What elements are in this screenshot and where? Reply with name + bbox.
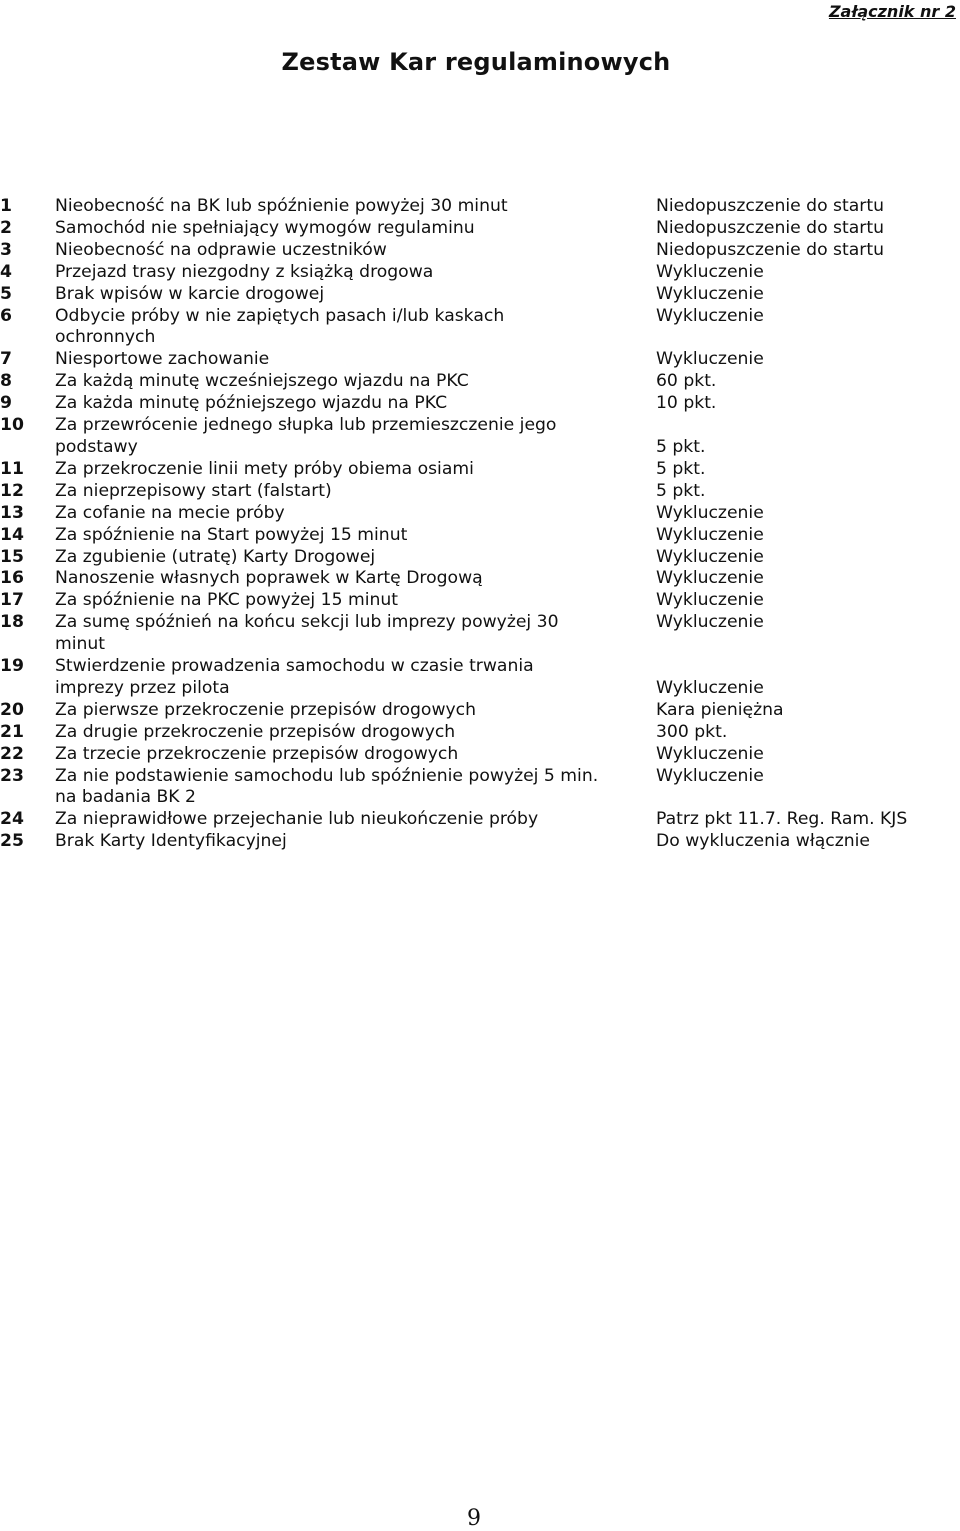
penalty-number: 7 <box>0 349 12 370</box>
penalty-row <box>0 459 960 481</box>
penalty-value: Wykluczenie <box>656 349 764 370</box>
penalty-number: 21 <box>0 721 24 742</box>
penalty-value: Wykluczenie <box>656 612 764 633</box>
penalty-description: Nieobecność na odprawie uczestników <box>55 239 387 260</box>
penalty-row <box>0 503 960 525</box>
penalty-value: Wykluczenie <box>656 677 764 698</box>
penalty-row <box>0 218 960 240</box>
penalty-number: 11 <box>0 458 24 479</box>
penalty-number: 5 <box>0 283 12 304</box>
penalty-number: 8 <box>0 371 12 392</box>
penalty-number: 3 <box>0 239 12 260</box>
penalty-description: Nieobecność na BK lub spóźnienie powyżej 30 minut <box>55 196 508 216</box>
penalty-row <box>0 284 960 306</box>
penalty-row <box>0 547 960 569</box>
penalty-description: Brak wpisów w karcie drogowej <box>55 283 325 304</box>
penalty-value: Wykluczenie <box>656 305 764 326</box>
penalty-number: 22 <box>0 743 24 764</box>
penalty-description: Za nieprawidłowe przejechanie lub nieukończenie próby <box>55 809 539 830</box>
penalty-description: Za przewrócenie jednego słupka lub przemieszczenie jego podstawy <box>55 415 557 457</box>
penalty-number: 4 <box>0 261 12 282</box>
penalty-value: Patrz pkt 11.7. Reg. Ram. KJS <box>656 809 908 830</box>
penalty-value: 10 pkt. <box>656 393 717 414</box>
penalty-description: Za spóźnienie na PKC powyżej 15 minut <box>55 590 399 611</box>
penalty-row <box>0 568 960 590</box>
penalty-value: 5 pkt. <box>656 458 706 479</box>
penalty-description: Brak Karty Identyfikacyjnej <box>55 831 287 852</box>
penalty-number: 1 <box>0 196 12 216</box>
penalty-row <box>0 831 960 853</box>
penalty-table <box>0 196 960 853</box>
penalty-number: 14 <box>0 524 24 545</box>
penalty-number: 25 <box>0 831 24 852</box>
penalty-row <box>0 612 960 656</box>
penalty-row <box>0 196 960 218</box>
penalty-number: 16 <box>0 568 24 589</box>
penalty-value: Wykluczenie <box>656 590 764 611</box>
penalty-description: Przejazd trasy niezgodny z książką drogowa <box>55 261 434 282</box>
penalty-value: Wykluczenie <box>656 502 764 523</box>
penalty-description: Samochód nie spełniający wymogów regulaminu <box>55 217 475 238</box>
penalty-value: Do wykluczenia włącznie <box>656 831 870 852</box>
penalty-description: Za przekroczenie linii mety próby obiema osiami <box>55 458 474 479</box>
penalty-value: Wykluczenie <box>656 524 764 545</box>
penalty-description: Nanoszenie własnych poprawek w Kartę Drogową <box>55 568 483 589</box>
penalty-description: Za sumę spóźnień na końcu sekcji lub imprezy powyżej 30 minut <box>55 612 559 655</box>
penalty-number: 19 <box>0 656 24 677</box>
penalty-description: Za pierwsze przekroczenie przepisów drogowych <box>55 699 477 720</box>
penalty-number: 12 <box>0 480 24 501</box>
penalty-description: Za spóźnienie na Start powyżej 15 minut <box>55 524 408 545</box>
penalty-number: 2 <box>0 217 12 238</box>
penalty-value: Wykluczenie <box>656 283 764 304</box>
penalty-description: Za każda minutę późniejszego wjazdu na PKC <box>55 393 448 414</box>
penalty-number: 18 <box>0 612 24 633</box>
penalty-row <box>0 744 960 766</box>
document-title: Zestaw Kar regulaminowych <box>281 48 671 76</box>
penalty-row <box>0 371 960 393</box>
penalty-number: 6 <box>0 305 12 326</box>
page-number: 9 <box>467 1506 481 1531</box>
penalty-number: 13 <box>0 502 24 523</box>
penalty-number: 10 <box>0 415 24 436</box>
penalty-description: Za drugie przekroczenie przepisów drogowych <box>55 721 456 742</box>
penalty-number: 23 <box>0 765 24 786</box>
penalty-row <box>0 306 960 350</box>
penalty-row <box>0 349 960 371</box>
penalty-description: Niesportowe zachowanie <box>55 349 270 370</box>
penalty-number: 15 <box>0 546 24 567</box>
penalty-row <box>0 766 960 810</box>
penalty-row <box>0 722 960 744</box>
penalty-description: Za nie podstawienie samochodu lub spóźnienie powyżej 5 min. na badania BK 2 <box>55 765 599 808</box>
penalty-number: 9 <box>0 393 12 414</box>
penalty-description: Stwierdzenie prowadzenia samochodu w czasie trwania imprezy przez pilota <box>55 656 534 698</box>
penalty-row <box>0 415 960 459</box>
penalty-description: Za trzecie przekroczenie przepisów drogowych <box>55 743 459 764</box>
penalty-value: 5 pkt. <box>656 480 706 501</box>
penalty-value: 60 pkt. <box>656 371 717 392</box>
penalty-description: Odbycie próby w nie zapiętych pasach i/lub kaskach ochronnych <box>55 305 505 348</box>
penalty-row <box>0 262 960 284</box>
penalty-value: 5 pkt. <box>656 436 706 457</box>
penalty-row <box>0 590 960 612</box>
penalty-value: Wykluczenie <box>656 765 764 786</box>
penalty-row <box>0 656 960 700</box>
penalty-value: Niedopuszczenie do startu <box>656 196 884 216</box>
penalty-number: 20 <box>0 699 24 720</box>
penalty-value: Kara pieniężna <box>656 699 784 720</box>
penalty-value: Wykluczenie <box>656 261 764 282</box>
penalty-row <box>0 481 960 503</box>
penalty-row <box>0 240 960 262</box>
penalty-description: Za zgubienie (utratę) Karty Drogowej <box>55 546 376 567</box>
penalty-row <box>0 809 960 831</box>
penalty-value: Wykluczenie <box>656 743 764 764</box>
penalty-value: Wykluczenie <box>656 546 764 567</box>
penalty-row <box>0 700 960 722</box>
penalty-row <box>0 393 960 415</box>
annex-label: Załącznik nr 2 <box>828 2 956 21</box>
penalty-description: Za nieprzepisowy start (falstart) <box>55 480 332 501</box>
penalty-value: Wykluczenie <box>656 568 764 589</box>
penalty-value: 300 pkt. <box>656 721 728 742</box>
penalty-value: Niedopuszczenie do startu <box>656 217 884 238</box>
penalty-number: 24 <box>0 809 24 830</box>
penalty-row <box>0 525 960 547</box>
penalty-number: 17 <box>0 590 24 611</box>
penalty-description: Za każdą minutę wcześniejszego wjazdu na PKC <box>55 371 469 392</box>
penalty-value: Niedopuszczenie do startu <box>656 239 884 260</box>
penalty-description: Za cofanie na mecie próby <box>55 502 285 523</box>
